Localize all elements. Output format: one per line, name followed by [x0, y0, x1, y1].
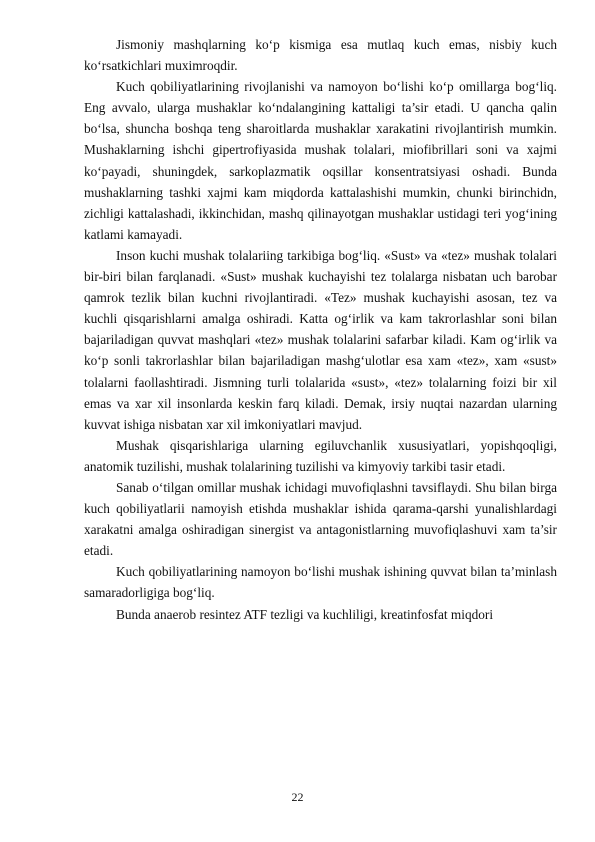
- paragraph: Inson kuchi mushak tolalariing tarkibiga bog‘liq. «Sust» va «tez» mushak tolalari bir-biri bilan farqlanadi. «Sust» mushak kuchayishi tez tolalarga nisbatan uch barobar qamrok tezlik bilan kuchni rivojlantiradi. «Tez» mushak kuchayishi asosan, tez va kuchli qisqarishlarni amalga oshiradi. Katta og‘irlik va kam takrorlashlar soni bilan bajariladigan quvvat mashqlari «tez» mushak tolalarini safarbar kiladi. Kam og‘irlik va ko‘p sonli takrorlashlar bilan bajariladigan mashg‘ulotlar esa xam «tez», xam «sust» tolalarni faollashtiradi. Jismning turli tolalarida «sust», «tez» tolalarning foizi bir xil emas va xar xil insonlarda keskin farq kiladi. Demak, irsiy nuqtai nazardan ularning kuvvat ishiga nisbatan xar xil imkoniyatlari mavjud.: [84, 247, 557, 432]
- paragraph: Mushak qisqarishlariga ularning egiluvchanlik xususiyatlari, yopishqoqligi, anatomik tuzilishi, mushak tolalarining tuzilishi va kimyoviy tarkibi tasir etadi.: [84, 437, 557, 474]
- paragraph: Bunda anaerob resintez ATF tezligi va kuchliligi, kreatinfosfat miqdori: [116, 606, 494, 622]
- paragraph: Sanab o‘tilgan omillar mushak ichidagi muvofiqlashni tavsiflaydi. Shu bilan birga kuch qobiliyatlarii namoyish etishda mushaklar ishida qarama-qarshi yunalishlardagi xarakatni amalga oshiradigan sinergist va antagonistlarning muvofiqlashuvi xam ta’sir etadi.: [84, 479, 557, 559]
- paragraph: Kuch qobiliyatlarining rivojlanishi va namoyon bo‘lishi ko‘p omillarga bog‘liq. Eng avvalo, ularga mushaklar ko‘ndalangining kattaligi ta’sir etadi. U qancha qalin bo‘lsa, shuncha boshqa teng sharoitlarda mushaklar xarakatini rivojlantirish mumkin. Mushaklarning ishchi gipertrofiyasida mushak tolalari, miofibrillari soni va xajmi ko‘payadi, shuningdek, sarkoplazmatik oqsillar konsentratsiyasi oshadi. Bunda mushaklarning tashki xajmi kam miqdorda kattalashishi mumkin, chunki birinchidn, zichligi kattalashadi, ikkinchidan, mashq qilinayotgan mushaklar ustidagi teri yog‘ining katlami kamayadi.: [84, 79, 557, 242]
- text-body: [84, 34, 557, 625]
- paragraph: Kuch qobiliyatlarining namoyon bo‘lishi mushak ishining quvvat bilan ta’minlash samaradorligiga bog‘liq.: [84, 564, 557, 601]
- paragraph: Jismoniy mashqlarning ko‘p kismiga esa mutlaq kuch emas, nisbiy kuch ko‘rsatkichlari muximroqdir.: [84, 37, 557, 74]
- page-number: 22: [291, 790, 304, 804]
